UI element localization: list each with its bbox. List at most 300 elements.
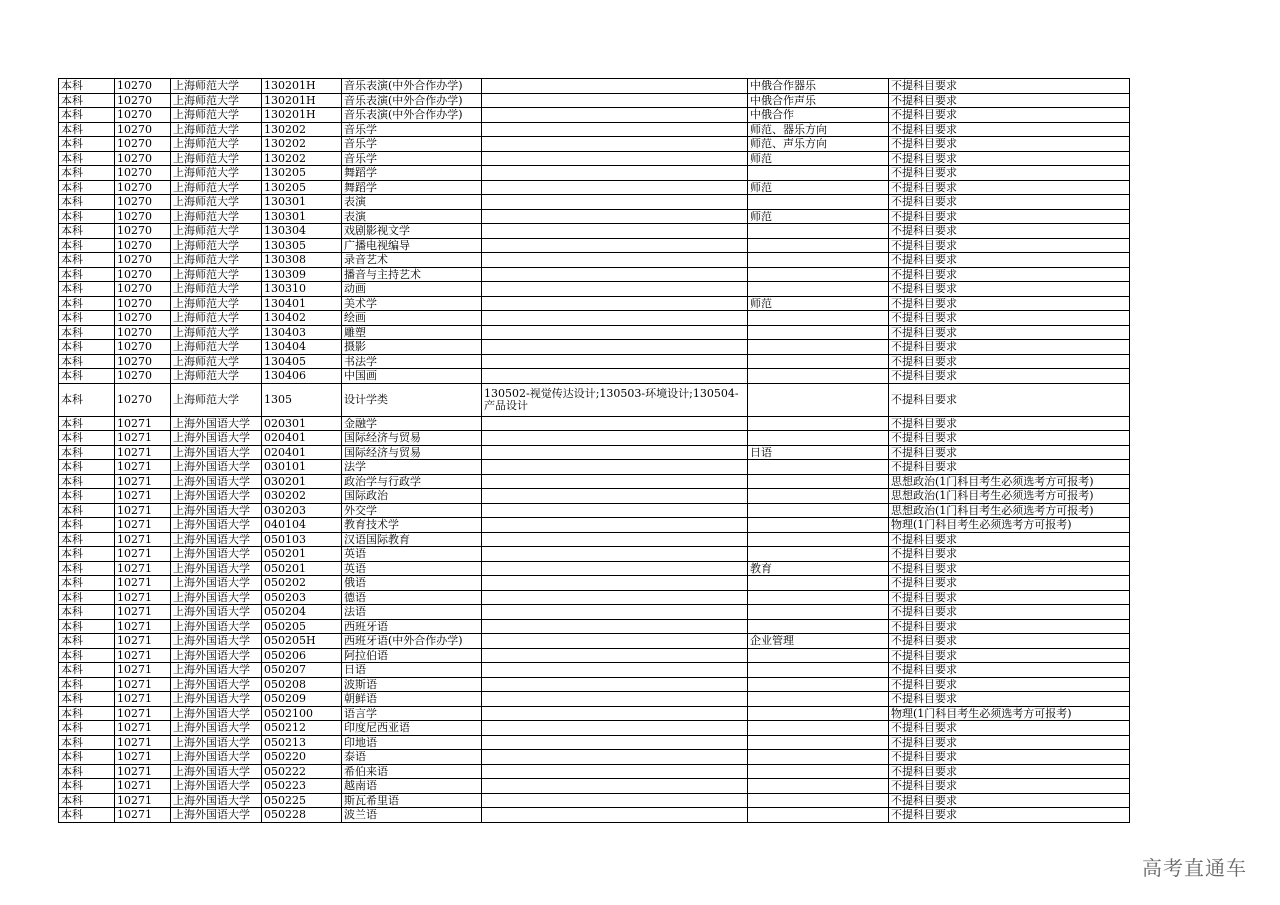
- sub-majors-cell: [482, 764, 748, 779]
- remark-cell: [748, 166, 889, 181]
- remark-cell: [748, 460, 889, 475]
- sub-majors-cell: [482, 79, 748, 94]
- major-name-cell: 舞蹈学: [342, 180, 482, 195]
- table-row: [59, 137, 1130, 152]
- level-cell: 本科: [59, 238, 115, 253]
- table-row: [59, 706, 1130, 721]
- level-cell: 本科: [59, 166, 115, 181]
- remark-cell: [748, 267, 889, 282]
- level-cell: 本科: [59, 576, 115, 591]
- remark-cell: [748, 576, 889, 591]
- level-cell: 本科: [59, 663, 115, 678]
- requirement-cell: 不提科目要求: [889, 93, 1130, 108]
- sub-majors-cell: [482, 547, 748, 562]
- university-cell: 上海外国语大学: [171, 779, 262, 794]
- level-cell: 本科: [59, 779, 115, 794]
- university-cell: 上海外国语大学: [171, 808, 262, 823]
- major-code-cell: 130308: [262, 253, 342, 268]
- major-name-cell: 德语: [342, 590, 482, 605]
- code-cell: 10270: [115, 166, 171, 181]
- table-row: [59, 750, 1130, 765]
- table-row: [59, 340, 1130, 355]
- level-cell: 本科: [59, 122, 115, 137]
- requirement-cell: 不提科目要求: [889, 648, 1130, 663]
- table-row: [59, 224, 1130, 239]
- requirement-cell: 不提科目要求: [889, 79, 1130, 94]
- level-cell: 本科: [59, 267, 115, 282]
- level-cell: 本科: [59, 311, 115, 326]
- remark-cell: [748, 663, 889, 678]
- level-cell: 本科: [59, 340, 115, 355]
- major-name-cell: 音乐学: [342, 137, 482, 152]
- level-cell: 本科: [59, 605, 115, 620]
- table-row: [59, 195, 1130, 210]
- table-row: [59, 383, 1130, 416]
- university-cell: 上海外国语大学: [171, 793, 262, 808]
- remark-cell: [748, 605, 889, 620]
- requirement-cell: 不提科目要求: [889, 445, 1130, 460]
- major-code-cell: 130404: [262, 340, 342, 355]
- requirement-cell: 不提科目要求: [889, 108, 1130, 123]
- major-code-cell: 130403: [262, 325, 342, 340]
- table-row: [59, 692, 1130, 707]
- requirement-cell: 思想政治(1门科目考生必须选考方可报考): [889, 489, 1130, 504]
- sub-majors-cell: [482, 151, 748, 166]
- sub-majors-cell: [482, 489, 748, 504]
- code-cell: 10270: [115, 267, 171, 282]
- remark-cell: 师范: [748, 296, 889, 311]
- remark-cell: [748, 354, 889, 369]
- major-code-cell: 050203: [262, 590, 342, 605]
- code-cell: 10270: [115, 369, 171, 384]
- level-cell: 本科: [59, 93, 115, 108]
- sub-majors-cell: [482, 166, 748, 181]
- remark-cell: [748, 311, 889, 326]
- major-name-cell: 音乐学: [342, 151, 482, 166]
- university-cell: 上海师范大学: [171, 79, 262, 94]
- code-cell: 10271: [115, 431, 171, 446]
- requirement-cell: 不提科目要求: [889, 238, 1130, 253]
- major-code-cell: 050206: [262, 648, 342, 663]
- sub-majors-cell: [482, 431, 748, 446]
- code-cell: 10271: [115, 677, 171, 692]
- sub-majors-cell: [482, 195, 748, 210]
- major-name-cell: 斯瓦希里语: [342, 793, 482, 808]
- major-code-cell: 130201H: [262, 79, 342, 94]
- major-code-cell: 050205H: [262, 634, 342, 649]
- table-row: [59, 677, 1130, 692]
- university-cell: 上海师范大学: [171, 383, 262, 416]
- remark-cell: [748, 648, 889, 663]
- major-name-cell: 波兰语: [342, 808, 482, 823]
- remark-cell: [748, 735, 889, 750]
- remark-cell: [748, 808, 889, 823]
- requirement-cell: 不提科目要求: [889, 253, 1130, 268]
- level-cell: 本科: [59, 489, 115, 504]
- table-row: [59, 253, 1130, 268]
- code-cell: 10271: [115, 706, 171, 721]
- level-cell: 本科: [59, 518, 115, 533]
- code-cell: 10271: [115, 416, 171, 431]
- major-name-cell: 设计学类: [342, 383, 482, 416]
- major-code-cell: 030201: [262, 474, 342, 489]
- major-name-cell: 摄影: [342, 340, 482, 355]
- code-cell: 10270: [115, 209, 171, 224]
- requirement-cell: 不提科目要求: [889, 369, 1130, 384]
- remark-cell: 中俄合作声乐: [748, 93, 889, 108]
- university-cell: 上海师范大学: [171, 325, 262, 340]
- major-name-cell: 动画: [342, 282, 482, 297]
- requirement-cell: 不提科目要求: [889, 808, 1130, 823]
- remark-cell: 师范: [748, 180, 889, 195]
- major-name-cell: 录音艺术: [342, 253, 482, 268]
- major-code-cell: 130202: [262, 122, 342, 137]
- requirement-cell: 不提科目要求: [889, 325, 1130, 340]
- major-name-cell: 西班牙语: [342, 619, 482, 634]
- sub-majors-cell: [482, 735, 748, 750]
- requirement-cell: 不提科目要求: [889, 547, 1130, 562]
- requirement-cell: 物理(1门科目考生必须选考方可报考): [889, 518, 1130, 533]
- level-cell: 本科: [59, 634, 115, 649]
- table-row: [59, 663, 1130, 678]
- code-cell: 10271: [115, 576, 171, 591]
- remark-cell: 师范、器乐方向: [748, 122, 889, 137]
- sub-majors-cell: [482, 108, 748, 123]
- sub-majors-cell: [482, 706, 748, 721]
- table-row: [59, 605, 1130, 620]
- sub-majors-cell: [482, 648, 748, 663]
- code-cell: 10270: [115, 296, 171, 311]
- code-cell: 10271: [115, 764, 171, 779]
- university-cell: 上海外国语大学: [171, 416, 262, 431]
- level-cell: 本科: [59, 460, 115, 475]
- major-name-cell: 广播电视编导: [342, 238, 482, 253]
- sub-majors-cell: [482, 474, 748, 489]
- sub-majors-cell: [482, 590, 748, 605]
- code-cell: 10271: [115, 445, 171, 460]
- university-cell: 上海师范大学: [171, 180, 262, 195]
- requirement-cell: 不提科目要求: [889, 663, 1130, 678]
- table-row: [59, 619, 1130, 634]
- sub-majors-cell: [482, 369, 748, 384]
- major-code-cell: 130304: [262, 224, 342, 239]
- university-cell: 上海师范大学: [171, 122, 262, 137]
- level-cell: 本科: [59, 619, 115, 634]
- code-cell: 10270: [115, 238, 171, 253]
- major-name-cell: 法学: [342, 460, 482, 475]
- major-code-cell: 130402: [262, 311, 342, 326]
- major-code-cell: 050202: [262, 576, 342, 591]
- major-name-cell: 雕塑: [342, 325, 482, 340]
- table-row: [59, 576, 1130, 591]
- university-cell: 上海外国语大学: [171, 460, 262, 475]
- level-cell: 本科: [59, 532, 115, 547]
- requirement-cell: 不提科目要求: [889, 779, 1130, 794]
- table-row: [59, 93, 1130, 108]
- code-cell: 10270: [115, 137, 171, 152]
- sub-majors-cell: [482, 793, 748, 808]
- table-row: [59, 634, 1130, 649]
- major-name-cell: 金融学: [342, 416, 482, 431]
- sub-majors-cell: [482, 634, 748, 649]
- table-row: [59, 735, 1130, 750]
- level-cell: 本科: [59, 431, 115, 446]
- level-cell: 本科: [59, 224, 115, 239]
- requirement-cell: 不提科目要求: [889, 296, 1130, 311]
- major-name-cell: 戏剧影视文学: [342, 224, 482, 239]
- university-cell: 上海师范大学: [171, 238, 262, 253]
- major-code-cell: 040104: [262, 518, 342, 533]
- remark-cell: 中俄合作: [748, 108, 889, 123]
- level-cell: 本科: [59, 180, 115, 195]
- sub-majors-cell: [482, 93, 748, 108]
- major-name-cell: 越南语: [342, 779, 482, 794]
- university-cell: 上海外国语大学: [171, 692, 262, 707]
- major-code-cell: 050228: [262, 808, 342, 823]
- remark-cell: [748, 431, 889, 446]
- major-code-cell: 020401: [262, 431, 342, 446]
- university-cell: 上海师范大学: [171, 311, 262, 326]
- code-cell: 10271: [115, 561, 171, 576]
- remark-cell: [748, 474, 889, 489]
- major-name-cell: 音乐学: [342, 122, 482, 137]
- table-row: [59, 460, 1130, 475]
- level-cell: 本科: [59, 735, 115, 750]
- remark-cell: 企业管理: [748, 634, 889, 649]
- major-code-cell: 050220: [262, 750, 342, 765]
- major-code-cell: 130202: [262, 151, 342, 166]
- major-code-cell: 130301: [262, 209, 342, 224]
- code-cell: 10271: [115, 648, 171, 663]
- level-cell: 本科: [59, 416, 115, 431]
- table-row: [59, 209, 1130, 224]
- code-cell: 10271: [115, 518, 171, 533]
- table-row: [59, 296, 1130, 311]
- major-name-cell: 西班牙语(中外合作办学): [342, 634, 482, 649]
- remark-cell: [748, 677, 889, 692]
- code-cell: 10270: [115, 311, 171, 326]
- table-row: [59, 180, 1130, 195]
- table-row: [59, 151, 1130, 166]
- table-row: [59, 325, 1130, 340]
- major-name-cell: 音乐表演(中外合作办学): [342, 93, 482, 108]
- table-row: [59, 311, 1130, 326]
- remark-cell: [748, 489, 889, 504]
- table-row: [59, 561, 1130, 576]
- university-cell: 上海外国语大学: [171, 634, 262, 649]
- remark-cell: [748, 253, 889, 268]
- sub-majors-cell: [482, 561, 748, 576]
- table-row: [59, 431, 1130, 446]
- sub-majors-cell: [482, 663, 748, 678]
- major-code-cell: 130201H: [262, 108, 342, 123]
- university-cell: 上海师范大学: [171, 267, 262, 282]
- table-row: [59, 779, 1130, 794]
- remark-cell: 师范、声乐方向: [748, 137, 889, 152]
- requirement-cell: 不提科目要求: [889, 750, 1130, 765]
- table-row: [59, 547, 1130, 562]
- remark-cell: 日语: [748, 445, 889, 460]
- major-code-cell: 130201H: [262, 93, 342, 108]
- requirement-cell: 不提科目要求: [889, 460, 1130, 475]
- level-cell: 本科: [59, 151, 115, 166]
- table-row: [59, 590, 1130, 605]
- requirement-cell: 不提科目要求: [889, 354, 1130, 369]
- sub-majors-cell: [482, 518, 748, 533]
- university-cell: 上海外国语大学: [171, 474, 262, 489]
- major-name-cell: 书法学: [342, 354, 482, 369]
- major-code-cell: 050213: [262, 735, 342, 750]
- university-cell: 上海外国语大学: [171, 489, 262, 504]
- major-code-cell: 050222: [262, 764, 342, 779]
- major-name-cell: 波斯语: [342, 677, 482, 692]
- table-row: [59, 267, 1130, 282]
- major-name-cell: 俄语: [342, 576, 482, 591]
- university-cell: 上海师范大学: [171, 166, 262, 181]
- major-code-cell: 050208: [262, 677, 342, 692]
- code-cell: 10270: [115, 93, 171, 108]
- university-cell: 上海外国语大学: [171, 619, 262, 634]
- code-cell: 10270: [115, 151, 171, 166]
- sub-majors-cell: 130502-视觉传达设计;130503-环境设计;130504-产品设计: [482, 383, 748, 416]
- remark-cell: [748, 619, 889, 634]
- level-cell: 本科: [59, 750, 115, 765]
- level-cell: 本科: [59, 590, 115, 605]
- table-row: [59, 238, 1130, 253]
- code-cell: 10270: [115, 383, 171, 416]
- major-code-cell: 050209: [262, 692, 342, 707]
- university-cell: 上海师范大学: [171, 354, 262, 369]
- requirement-cell: 不提科目要求: [889, 561, 1130, 576]
- major-name-cell: 英语: [342, 547, 482, 562]
- remark-cell: [748, 282, 889, 297]
- code-cell: 10270: [115, 122, 171, 137]
- level-cell: 本科: [59, 108, 115, 123]
- major-code-cell: 050201: [262, 547, 342, 562]
- remark-cell: [748, 503, 889, 518]
- sub-majors-cell: [482, 416, 748, 431]
- level-cell: 本科: [59, 253, 115, 268]
- major-name-cell: 印度尼西亚语: [342, 721, 482, 736]
- major-code-cell: 050103: [262, 532, 342, 547]
- university-cell: 上海外国语大学: [171, 663, 262, 678]
- sub-majors-cell: [482, 238, 748, 253]
- remark-cell: [748, 238, 889, 253]
- sub-majors-cell: [482, 296, 748, 311]
- major-code-cell: 130406: [262, 369, 342, 384]
- table-row: [59, 369, 1130, 384]
- table-row: [59, 282, 1130, 297]
- sub-majors-cell: [482, 311, 748, 326]
- requirement-cell: 不提科目要求: [889, 122, 1130, 137]
- remark-cell: [748, 340, 889, 355]
- university-cell: 上海师范大学: [171, 253, 262, 268]
- university-cell: 上海师范大学: [171, 340, 262, 355]
- code-cell: 10271: [115, 590, 171, 605]
- major-code-cell: 030203: [262, 503, 342, 518]
- university-cell: 上海师范大学: [171, 209, 262, 224]
- table-body: [59, 79, 1130, 823]
- table-row: [59, 122, 1130, 137]
- sub-majors-cell: [482, 445, 748, 460]
- code-cell: 10271: [115, 532, 171, 547]
- major-code-cell: 0502100: [262, 706, 342, 721]
- requirement-cell: 不提科目要求: [889, 721, 1130, 736]
- code-cell: 10271: [115, 489, 171, 504]
- major-name-cell: 法语: [342, 605, 482, 620]
- requirement-cell: 不提科目要求: [889, 383, 1130, 416]
- sub-majors-cell: [482, 122, 748, 137]
- requirement-cell: 不提科目要求: [889, 590, 1130, 605]
- requirement-cell: 不提科目要求: [889, 209, 1130, 224]
- university-cell: 上海师范大学: [171, 369, 262, 384]
- remark-cell: [748, 547, 889, 562]
- major-code-cell: 050225: [262, 793, 342, 808]
- sub-majors-cell: [482, 253, 748, 268]
- code-cell: 10270: [115, 253, 171, 268]
- watermark-logo: 高考直通车: [1142, 856, 1247, 880]
- sub-majors-cell: [482, 340, 748, 355]
- university-cell: 上海师范大学: [171, 93, 262, 108]
- university-cell: 上海师范大学: [171, 151, 262, 166]
- major-name-cell: 阿拉伯语: [342, 648, 482, 663]
- code-cell: 10270: [115, 180, 171, 195]
- remark-cell: [748, 416, 889, 431]
- code-cell: 10271: [115, 692, 171, 707]
- table-row: [59, 793, 1130, 808]
- major-code-cell: 130310: [262, 282, 342, 297]
- requirement-cell: 不提科目要求: [889, 692, 1130, 707]
- major-code-cell: 020301: [262, 416, 342, 431]
- level-cell: 本科: [59, 808, 115, 823]
- code-cell: 10271: [115, 547, 171, 562]
- level-cell: 本科: [59, 296, 115, 311]
- level-cell: 本科: [59, 561, 115, 576]
- major-name-cell: 语言学: [342, 706, 482, 721]
- major-code-cell: 050207: [262, 663, 342, 678]
- university-cell: 上海师范大学: [171, 296, 262, 311]
- requirement-cell: 不提科目要求: [889, 532, 1130, 547]
- major-code-cell: 050204: [262, 605, 342, 620]
- major-name-cell: 美术学: [342, 296, 482, 311]
- major-name-cell: 绘画: [342, 311, 482, 326]
- code-cell: 10271: [115, 735, 171, 750]
- table-row: [59, 808, 1130, 823]
- university-cell: 上海外国语大学: [171, 706, 262, 721]
- university-cell: 上海外国语大学: [171, 605, 262, 620]
- major-code-cell: 030101: [262, 460, 342, 475]
- sub-majors-cell: [482, 282, 748, 297]
- level-cell: 本科: [59, 282, 115, 297]
- university-cell: 上海外国语大学: [171, 445, 262, 460]
- requirement-cell: 不提科目要求: [889, 195, 1130, 210]
- requirement-cell: 不提科目要求: [889, 224, 1130, 239]
- major-name-cell: 朝鲜语: [342, 692, 482, 707]
- requirement-cell: 不提科目要求: [889, 431, 1130, 446]
- major-code-cell: 1305: [262, 383, 342, 416]
- sub-majors-cell: [482, 267, 748, 282]
- major-code-cell: 130405: [262, 354, 342, 369]
- major-name-cell: 国际政治: [342, 489, 482, 504]
- requirement-cell: 不提科目要求: [889, 151, 1130, 166]
- level-cell: 本科: [59, 369, 115, 384]
- remark-cell: [748, 195, 889, 210]
- code-cell: 10271: [115, 750, 171, 765]
- major-name-cell: 表演: [342, 209, 482, 224]
- remark-cell: [748, 764, 889, 779]
- sub-majors-cell: [482, 576, 748, 591]
- level-cell: 本科: [59, 677, 115, 692]
